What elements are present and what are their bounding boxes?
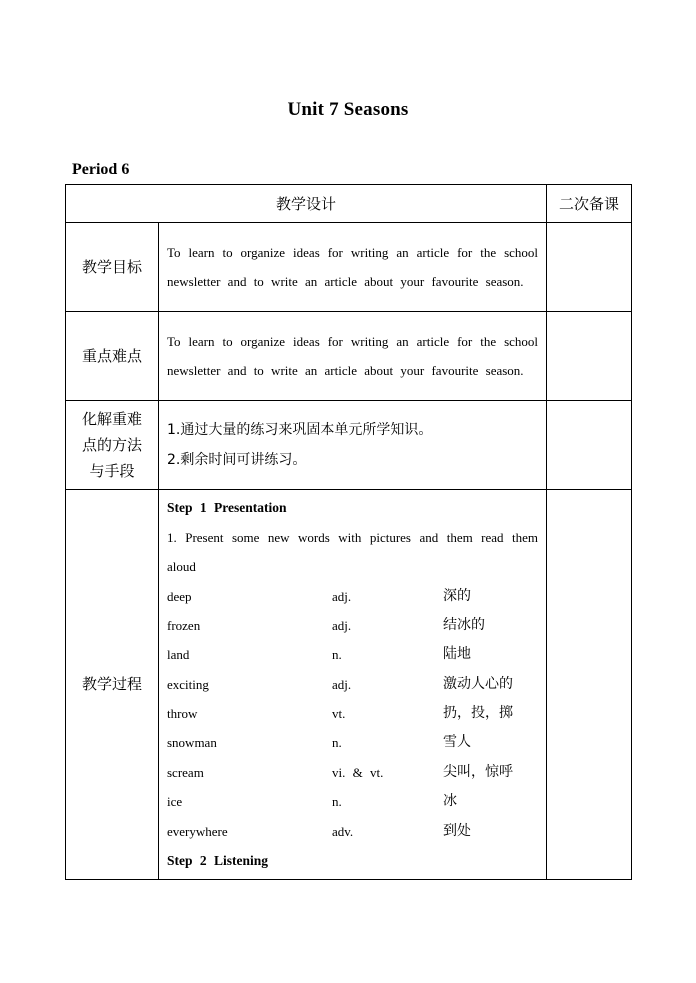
vocab-pos: adj. [332,676,352,692]
vocab-row [167,758,538,787]
table-header-row [66,185,632,223]
vocab-row [167,787,538,816]
methods-item: 2.剩余时间可讲练习。 [167,452,307,468]
vocab-row [167,817,538,846]
header-backup: 二次备课 [547,185,632,223]
vocab-word: ice [167,794,183,810]
key-points-backup-cell [547,312,632,401]
step1-title: Step 1 Presentation [167,500,287,515]
vocab-row [167,728,538,757]
vocab-meaning: 深的 [443,587,471,604]
vocab-meaning: 陆地 [443,646,471,663]
methods-backup-cell [547,401,632,490]
vocab-row [167,699,538,728]
vocab-word: scream [167,764,204,780]
vocab-row [167,640,538,669]
vocab-pos: n. [332,794,342,810]
vocab-word: everywhere [167,823,228,839]
vocab-meaning: 到处 [443,822,471,839]
key-points-row [66,312,632,401]
vocab-pos: vi. & vt. [332,764,384,780]
vocab-meaning: 结冰的 [443,616,485,633]
vocab-row [167,670,538,699]
methods-label-line: 与手段 [89,462,135,480]
vocab-pos: n. [332,735,342,751]
process-row [66,490,632,880]
vocab-word: exciting [167,676,209,692]
methods-label [66,401,159,490]
vocab-word: frozen [167,617,201,633]
methods-label-line: 点的方法 [81,436,142,454]
vocab-word: deep [167,588,192,604]
vocab-meaning: 尖叫，惊呼 [443,763,513,780]
vocab-pos: vt. [332,706,346,722]
vocab-pos: n. [332,647,342,663]
step1-intro: 1. Present some new words with pictures and them read them aloud [167,529,539,574]
process-content [159,490,547,880]
vocab-word: snowman [167,735,217,751]
process-label: 教学过程 [66,490,159,880]
vocab-meaning: 扔，投，掷 [443,705,513,722]
document-title: Unit 7 Seasons [287,99,409,120]
period-heading: Period 6 [72,161,130,178]
methods-row [66,401,632,490]
vocab-list [167,582,538,847]
objectives-label: 教学目标 [66,223,159,312]
vocab-word: throw [167,706,198,722]
methods-label-line: 化解重难 [81,410,142,428]
vocab-word: land [167,647,190,663]
vocab-row [167,611,538,640]
objectives-row [66,223,632,312]
objectives-content: To learn to organize ideas for writing an article for the school newsletter and to write an article about your favourite season. [159,223,547,312]
objectives-backup-cell [547,223,632,312]
methods-item: 1.通过大量的练习来巩固本单元所学知识。 [167,422,433,438]
vocab-meaning: 冰 [443,793,457,810]
vocab-pos: adv. [332,823,354,839]
process-backup-cell [547,490,632,880]
key-points-label: 重点难点 [66,312,159,401]
methods-content [159,401,547,490]
vocab-row [167,582,538,611]
lesson-plan-table [65,184,632,880]
vocab-pos: adj. [332,588,352,604]
key-points-content: To learn to organize ideas for writing an article for the school newsletter and to write an article about your favourite season. [159,312,547,401]
vocab-meaning: 雪人 [443,734,471,751]
vocab-meaning: 激动人心的 [443,675,513,692]
vocab-pos: adj. [332,617,352,633]
header-design: 教学设计 [66,185,547,223]
step2-title: Step 2 Listening [167,853,269,869]
